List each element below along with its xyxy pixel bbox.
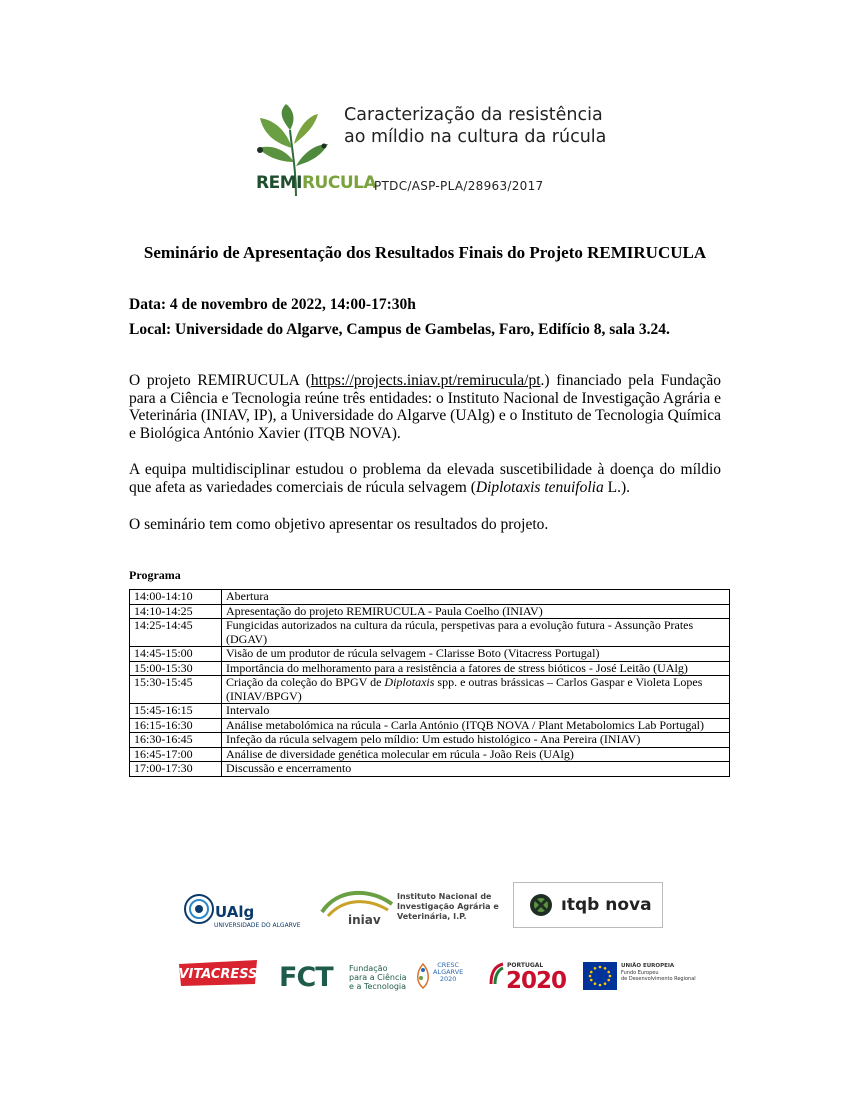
portugal-2020-label: PORTUGAL: [507, 962, 544, 969]
iniav-name: Instituto Nacional de Investigação Agrária e Veterinária, I.P.: [397, 892, 499, 921]
remirucula-wordmark: REMIRUCULA: [256, 173, 377, 193]
project-title-line1: Caracterização da resistência: [344, 105, 603, 125]
eu-flag-icon: [583, 962, 617, 990]
project-title-line2: ao míldio na cultura da rúcula: [344, 127, 607, 147]
fct-name: Fundação para a Ciência e a Tecnologia: [349, 964, 407, 991]
ualg-subtitle: UNIVERSIDADE DO ALGARVE: [214, 922, 301, 929]
table-row: 17:00-17:30 Discussão e encerramento: [130, 762, 730, 777]
seminar-title: Seminário de Apresentação dos Resultados Finais do Projeto REMIRUCULA: [143, 243, 707, 262]
table-row: 16:45-17:00 Análise de diversidade genética molecular em rúcula - João Reis (UAlg): [130, 747, 730, 762]
iniav-logo-icon: [318, 884, 398, 928]
table-row: 15:45-16:15 Intervalo: [130, 704, 730, 719]
cresc-name: CRESC ALGARVE 2020: [433, 961, 464, 983]
program-label: Programa: [129, 568, 181, 582]
paragraph-objective: O seminário tem como objetivo apresentar os resultados do projeto.: [129, 516, 549, 533]
date-line: Data: 4 de novembro de 2022, 14:00-17:30h: [129, 296, 416, 313]
table-row: 15:30-15:45 Criação da coleção do BPGV de Diplotaxis spp. e outras brássicas – Carlos Gaspar e Violeta Lopes (INIAV/BPGV): [130, 676, 730, 704]
itqb-wordmark: ıtqb nova: [561, 895, 652, 915]
itqb-logo-icon: [529, 893, 553, 917]
eu-name: UNIÃO EUROPEIA Fundo Europeu de Desenvolvimento Regional: [621, 963, 696, 982]
paragraph-team: A equipa multidisciplinar estudou o problema da elevada suscetibilidade à doença do míldio que afeta as variedades comerciais de rúcula selvagem (Diplotaxis tenuifolia L.).: [129, 461, 721, 496]
program-table: [129, 589, 730, 777]
iniav-wordmark: iniav: [348, 913, 381, 927]
cresc-logo-icon: [414, 960, 432, 990]
paragraph-project-intro: O projeto REMIRUCULA (https://projects.iniav.pt/remirucula/pt.) financiado pela Fundação para a Ciência e Tecnologia reúne três entidades: o Instituto Nacional de Investigação Agrária e Veterinária (INIAV, IP), a Universidade do Algarve (UAlg) e o Instituto de Tecnologia Química e Biológica António Xavier (ITQB NOVA).: [129, 372, 721, 442]
project-link[interactable]: https://projects.iniav.pt/remirucula/pt: [310, 372, 541, 389]
vitacress-wordmark: VITACRESS: [178, 967, 258, 982]
table-row: 14:10-14:25 Apresentação do projeto REMIRUCULA - Paula Coelho (INIAV): [130, 604, 730, 619]
table-row: 16:15-16:30 Análise metabolómica na rúcula - Carla António (ITQB NOVA / Plant Metabolomics Lab Portugal): [130, 718, 730, 733]
table-row: 14:00-14:10 Abertura: [130, 590, 730, 605]
table-row: 16:30-16:45 Infeção da rúcula selvagem pelo míldio: Um estudo histológico - Ana Pereira (INIAV): [130, 733, 730, 748]
fct-wordmark: FCT: [279, 962, 333, 993]
location-line: Local: Universidade do Algarve, Campus de Gambelas, Faro, Edifício 8, sala 3.24.: [129, 321, 670, 338]
project-title: [344, 104, 664, 148]
ualg-name: UAlg: [215, 903, 255, 921]
table-row: 15:00-15:30 Importância do melhoramento para a resistência a fatores de stress bióticos - José Leitão (UAlg): [130, 661, 730, 676]
table-row: 14:25-14:45 Fungicidas autorizados na cultura da rúcula, perspetivas para a evolução futura - Assunção Prates (DGAV): [130, 619, 730, 647]
portugal-2020-logo-icon: [489, 962, 505, 986]
ualg-logo-icon: [183, 893, 215, 925]
table-row: 14:45-15:00 Visão de um produtor de rúcula selvagem - Clarisse Boto (Vitacress Portugal): [130, 647, 730, 662]
vitacress-logo: [177, 958, 259, 988]
portugal-2020-year: 2020: [506, 968, 567, 994]
project-code: PTDC/ASP-PLA/28963/2017: [374, 179, 544, 193]
